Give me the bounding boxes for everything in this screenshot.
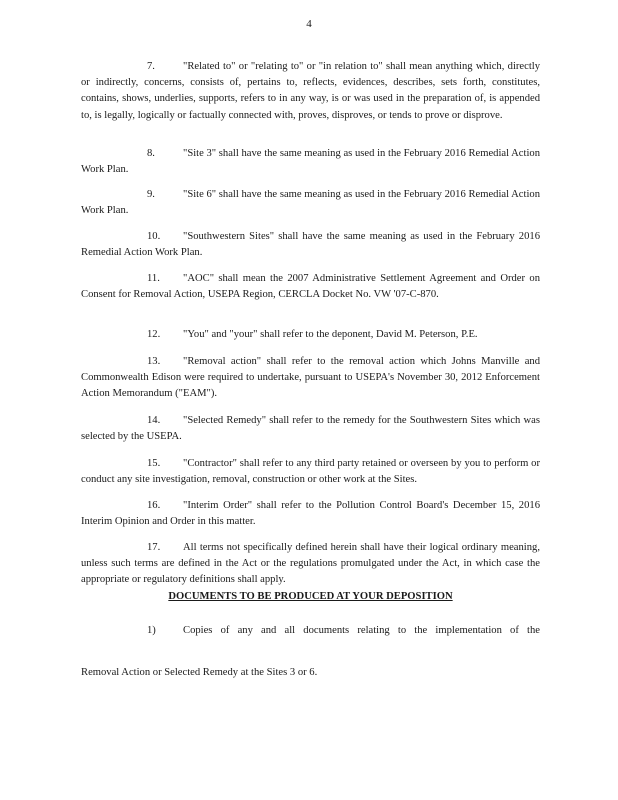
definition-paragraph-11	[81, 271, 540, 303]
definition-paragraph-12	[81, 327, 540, 343]
document-request-item-1	[81, 623, 540, 681]
paragraph-number: 7.	[147, 61, 155, 72]
paragraph-text: "Interim Order" shall refer to the Pollution Control Board's December 15, 2016 Interim Opinion and Order in this matter.	[81, 500, 540, 528]
paragraph-number: 17.	[147, 542, 161, 553]
item-text-line1: Copies of any and all documents relating to the implementation of the	[183, 625, 540, 636]
definition-paragraph-17	[81, 540, 540, 589]
definition-paragraph-16	[81, 498, 540, 530]
paragraph-number: 13.	[147, 356, 161, 367]
definition-paragraph-13	[81, 354, 540, 403]
paragraph-text: "You" and "your" shall refer to the deponent, David M. Peterson, P.E.	[183, 329, 478, 340]
definition-paragraph-10	[81, 229, 540, 261]
page-number: 4	[306, 18, 312, 30]
paragraph-number: 14.	[147, 415, 161, 426]
paragraph-number: 16.	[147, 500, 161, 511]
section-heading: DOCUMENTS TO BE PRODUCED AT YOUR DEPOSITION	[168, 591, 453, 602]
definition-paragraph-9	[81, 187, 540, 219]
definition-paragraph-14	[81, 413, 540, 445]
paragraph-number: 9.	[147, 189, 155, 200]
paragraph-number: 8.	[147, 148, 155, 159]
paragraph-text: "AOC" shall mean the 2007 Administrative Settlement Agreement and Order on Consent for Removal Action, USEPA Region, CERCLA Docket No. VW '07-C-870.	[81, 273, 540, 301]
paragraph-text: "Site 6" shall have the same meaning as used in the February 2016 Remedial Action Work Plan.	[81, 189, 540, 217]
item-number: 1)	[147, 625, 156, 636]
paragraph-text: "Contractor" shall refer to any third party retained or overseen by you to perform or conduct any site investigation, removal, construction or other work at the Sites.	[81, 458, 540, 486]
paragraph-number: 10.	[147, 231, 161, 242]
definition-paragraph-8	[81, 146, 540, 178]
paragraph-text: "Related to" or "relating to" or "in relation to" shall mean anything which, directly or indirectly, concerns, consists of, pertains to, reflects, evidences, describes, sets forth, constitutes, contains, shows, underlies, supports, refers to in any way, is or was used in the preparation of, is appended to, is legally, logically or factually connected with, proves, disproves, or tends to prove or disprove.	[81, 61, 540, 121]
definition-paragraph-15	[81, 456, 540, 488]
paragraph-text: "Southwestern Sites" shall have the same meaning as used in the February 2016 Remedial Action Work Plan.	[81, 231, 540, 259]
definition-paragraph-7	[81, 59, 540, 124]
paragraph-text: "Removal action" shall refer to the removal action which Johns Manville and Commonwealth Edison were required to undertake, pursuant to USEPA's November 30, 2012 Enforcement Action Memorandum ("EAM").	[81, 356, 540, 400]
paragraph-number: 15.	[147, 458, 161, 469]
item-text-line2: Removal Action or Selected Remedy at the Sites 3 or 6.	[81, 667, 318, 678]
item-first-line	[81, 623, 540, 639]
paragraph-number: 11.	[147, 273, 160, 284]
paragraph-text: "Selected Remedy" shall refer to the remedy for the Southwestern Sites which was selected by the USEPA.	[81, 415, 540, 443]
paragraph-number: 12.	[147, 329, 161, 340]
paragraph-text: "Site 3" shall have the same meaning as used in the February 2016 Remedial Action Work Plan.	[81, 148, 540, 176]
paragraph-text: All terms not specifically defined herein shall have their logical ordinary meaning, unless such terms are defined in the Act or the regulations promulgated under the Act, in which case the appropriate or regulatory definitions shall apply.	[81, 542, 540, 586]
